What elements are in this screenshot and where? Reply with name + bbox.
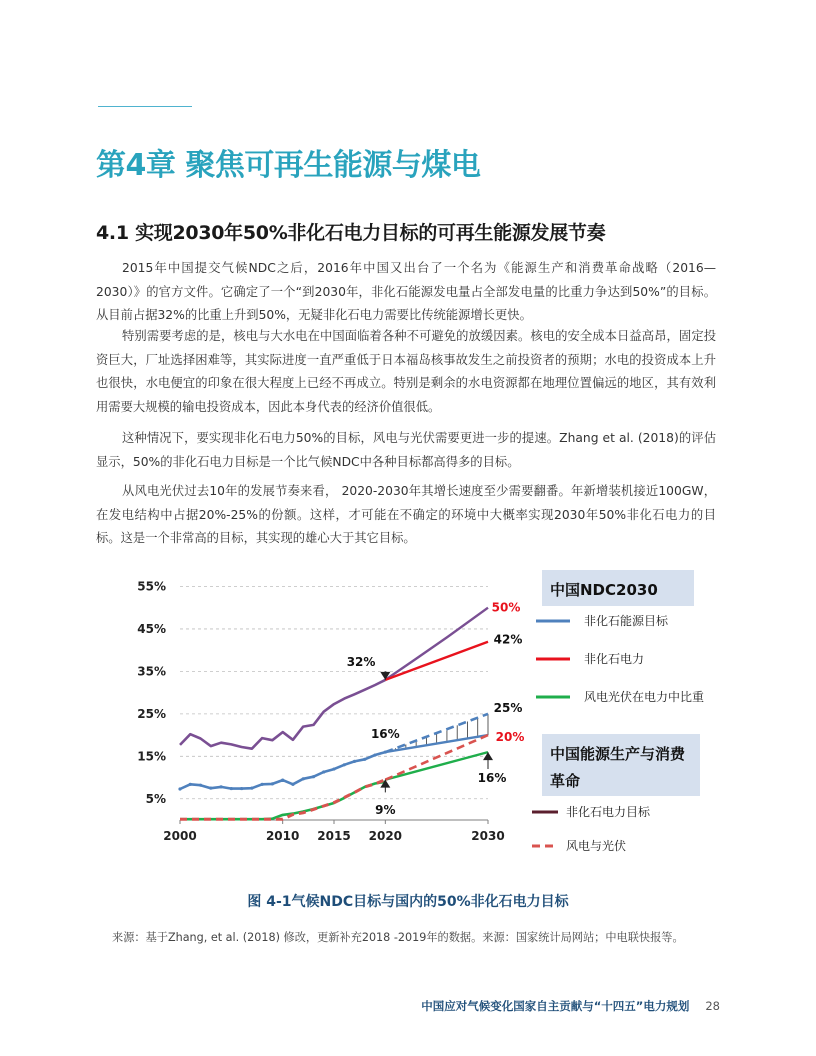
series-point xyxy=(281,778,284,781)
series-point xyxy=(178,787,181,790)
series-point xyxy=(343,763,346,766)
series-point xyxy=(199,784,202,787)
chart-svg xyxy=(96,562,720,872)
legend-label: 非化石电力目标 xyxy=(566,805,651,819)
annotation-label: 50% xyxy=(491,600,521,615)
series-point xyxy=(291,783,294,786)
series-point xyxy=(240,787,243,790)
y-tick-label: 45% xyxy=(137,621,166,636)
series-hist_nonfossil xyxy=(180,680,385,749)
y-tick-label: 15% xyxy=(137,749,166,764)
series-point xyxy=(353,760,356,763)
projection-proj_red_42 xyxy=(385,642,488,680)
legend-title-2-line-2: 革命 xyxy=(550,772,581,790)
footer-title: 中国应对气候变化国家自主贡献与“十四五”电力规划 xyxy=(421,999,690,1013)
page-number: 28 xyxy=(705,999,720,1013)
paragraph-3: 这种情况下，要实现非化石电力50%的目标，风电与光伏需要更进一步的提速。Zhang et al. (2018)的评估显示，50%的非化石电力目标是一个比气候NDC中各种目标都高得多的目标。 xyxy=(96,431,716,469)
series-point xyxy=(230,787,233,790)
y-tick-label: 5% xyxy=(145,791,166,806)
projection-proj_dash_25 xyxy=(385,714,488,752)
x-tick-label: 2030 xyxy=(471,829,505,843)
series-point xyxy=(363,758,366,761)
series-point xyxy=(302,777,305,780)
legend-label: 风电与光伏 xyxy=(566,839,627,853)
annotation-label: 25% xyxy=(493,700,523,715)
paragraph-4: 从风电光伏过去10年的发展节奏来看， 2020-2030年其增长速度至少需要翻番。年新增装机接近100GW，在发电结构中占据20%-25%的份额。这样，才可能在不确定的环境中大概率实现2030年50%非化石电力的目标。这是一个非常高的目标，其实现的雄心大于其它目标。 xyxy=(96,484,716,545)
page-footer xyxy=(421,998,720,1014)
x-tick-label: 2020 xyxy=(368,829,403,843)
annotation-label: 9% xyxy=(375,802,396,817)
top-rule xyxy=(98,106,192,107)
annotation-label: 20% xyxy=(495,730,525,745)
legend-title-2-line-1: 中国能源生产与消费 xyxy=(550,745,686,763)
series-point xyxy=(209,787,212,790)
annotation-label: 16% xyxy=(370,726,400,741)
series-point xyxy=(322,770,325,773)
series-hist_non_fossil_energy xyxy=(180,752,385,789)
series-point xyxy=(271,782,274,785)
legend-label: 非化石电力 xyxy=(584,652,645,666)
x-tick-label: 2010 xyxy=(265,829,300,843)
series-point xyxy=(250,787,253,790)
paragraph-1: 2015年中国提交气候NDC之后，2016年中国又出台了一个名为《能源生产和消费革命战略（2016—2030）》的官方文件。它确定了一个“到2030年，非化石能源发电量占全部发电量的比重力争达到50%”的目标。从目前占据32%的比重上升到50%，无疑非化石电力需要比传统能源增长更快。 xyxy=(96,261,716,322)
legend-label: 非化石能源目标 xyxy=(584,614,669,628)
paragraph-2: 特别需要考虑的是，核电与大水电在中国面临着各种不可避免的放缓因素。核电的安全成本日益高昂，固定投资巨大，厂址选择困难等，其实际进度一直严重低于日本福岛核事故发生之前投资者的预期；水电的投资成本上升也很快，水电便宜的印象在很大程度上已经不再成立。特别是剩余的水电资源都在地理位置偏远的地区，其有效利用需要大规模的输电投资成本，因此本身代表的经济价值很低。 xyxy=(96,329,716,414)
annotation-label: 42% xyxy=(493,632,523,647)
series-point xyxy=(332,767,335,770)
annotation-label: 32% xyxy=(346,654,376,669)
series-point xyxy=(189,783,192,786)
series-point xyxy=(219,785,222,788)
source-note: 来源：基于Zhang, et al. (2018) 修改，更新补充2018 -2019年的数据。来源：国家统计局网站；中电联快报等。 xyxy=(112,931,684,944)
y-tick-label: 35% xyxy=(137,664,166,679)
legend-label: 风电光伏在电力中比重 xyxy=(584,690,705,704)
projection-proj_target_purple xyxy=(385,608,488,680)
series-point xyxy=(312,775,315,778)
x-tick-label: 2000 xyxy=(163,829,197,843)
section-title: 4.1 实现2030年50%非化石电力目标的可再生能源发展节奏 xyxy=(96,222,606,244)
chapter-title: 第4章 聚焦可再生能源与煤电 xyxy=(96,148,481,183)
series-dash_wind_solar_hist xyxy=(180,780,385,820)
x-tick-label: 2015 xyxy=(317,829,351,843)
series-point xyxy=(261,783,264,786)
figure-caption: 图 4-1气候NDC目标与国内的50%非化石电力目标 xyxy=(247,894,569,910)
annotation-label: 16% xyxy=(477,771,507,786)
legend-title-1: 中国NDC2030 xyxy=(550,581,658,599)
series-point xyxy=(373,753,376,756)
y-tick-label: 25% xyxy=(137,706,166,721)
y-tick-label: 55% xyxy=(137,579,166,594)
figure-chart xyxy=(96,562,720,872)
